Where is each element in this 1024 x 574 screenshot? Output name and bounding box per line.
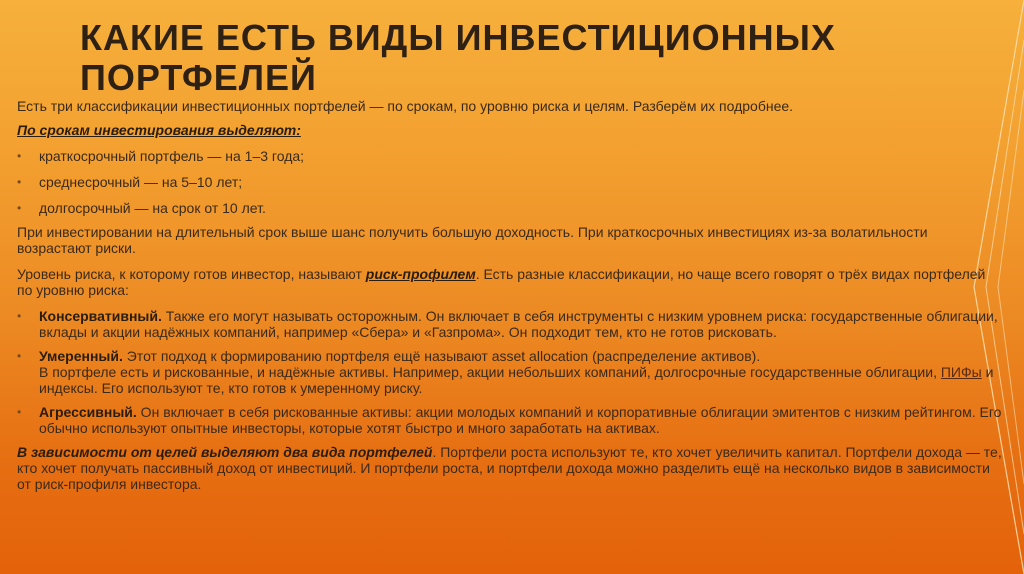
term-heading-text: По срокам инвестирования выделяют: (17, 122, 301, 138)
term-note: При инвестировании на длительный срок выше шанс получить большую доходность. При краткосрочных инвестициях из-за волатильности возрастают риски. (17, 224, 928, 256)
risk-type-name: Консервативный. (39, 308, 162, 324)
goal-heading: В зависимости от целей выделяют два вида портфелей (17, 444, 433, 460)
goal-text: . Портфели роста используют те, кто хочет увеличить капитал. Портфели дохода — те, кто хочет получать пассивный доход от инвестиций. И портфели роста, и портфели дохода можно разделить ещё на несколько видов в зависимости от риск-профиля инвестора. (17, 444, 1002, 492)
risk-type-text: Также его могут называть осторожным. Он включает в себя инструменты с низким уровнем риска: государственные облигации, вклады и акции надёжных компаний, например «Сбера» и «Газпрома». Он подходит тем, кто не готов рисковать. (39, 308, 998, 340)
intro-paragraph: Есть три классификации инвестиционных портфелей — по срокам, по уровню риска и целям. Разберём их подробнее. (17, 98, 794, 114)
list-item-conservative (17, 308, 1002, 340)
risk-intro-text-end: . Есть разные классификации, но чаще всего говорят о трёх видах портфелей по уровню риска: (17, 266, 986, 298)
list-item-text: долгосрочный — на срок от 10 лет. (39, 200, 266, 216)
page-title: КАКИЕ ЕСТЬ ВИДЫ ИНВЕСТИЦИОННЫХ ПОРТФЕЛЕЙ (80, 17, 836, 98)
risk-profile-term: риск-профилем (365, 266, 476, 282)
risk-intro (17, 266, 1002, 298)
risk-list (17, 308, 1002, 436)
list-item (17, 200, 1002, 216)
list-item (17, 174, 1002, 190)
list-item-moderate (17, 348, 1002, 396)
list-item-aggressive (17, 404, 1002, 436)
pif-link[interactable]: ПИФы (940, 364, 982, 380)
risk-type-text: Он включает в себя рискованные активы: акции молодых компаний и корпоративные облигации эмитентов с низким рейтингом. Его обычно используют опытные инвесторы, которые хотят быстро и много заработать на активах. (39, 404, 1002, 436)
slide-body (17, 98, 1002, 492)
list-item-text: среднесрочный — на 5–10 лет; (39, 174, 243, 190)
risk-intro-text: Уровень риска, к которому готов инвестор, называют (17, 266, 366, 282)
risk-type-name: Умеренный. (39, 348, 123, 364)
list-item-text: краткосрочный портфель — на 1–3 года; (39, 148, 305, 164)
risk-type-name: Агрессивный. (39, 404, 137, 420)
risk-type-text: Этот подход к формированию портфеля ещё называют asset allocation (распределение активов). (122, 348, 761, 364)
term-list (17, 148, 1002, 216)
risk-type-text-3: и индексы. Его используют те, кто готов к умеренному риску. (39, 364, 994, 396)
goal-paragraph (17, 444, 1002, 492)
term-heading (17, 122, 1002, 138)
risk-type-text-2: В портфеле есть и рискованные, и надёжные активы. Например, акции небольших компаний, долгосрочные государственные облигации, (39, 364, 941, 380)
list-item (17, 148, 1002, 164)
